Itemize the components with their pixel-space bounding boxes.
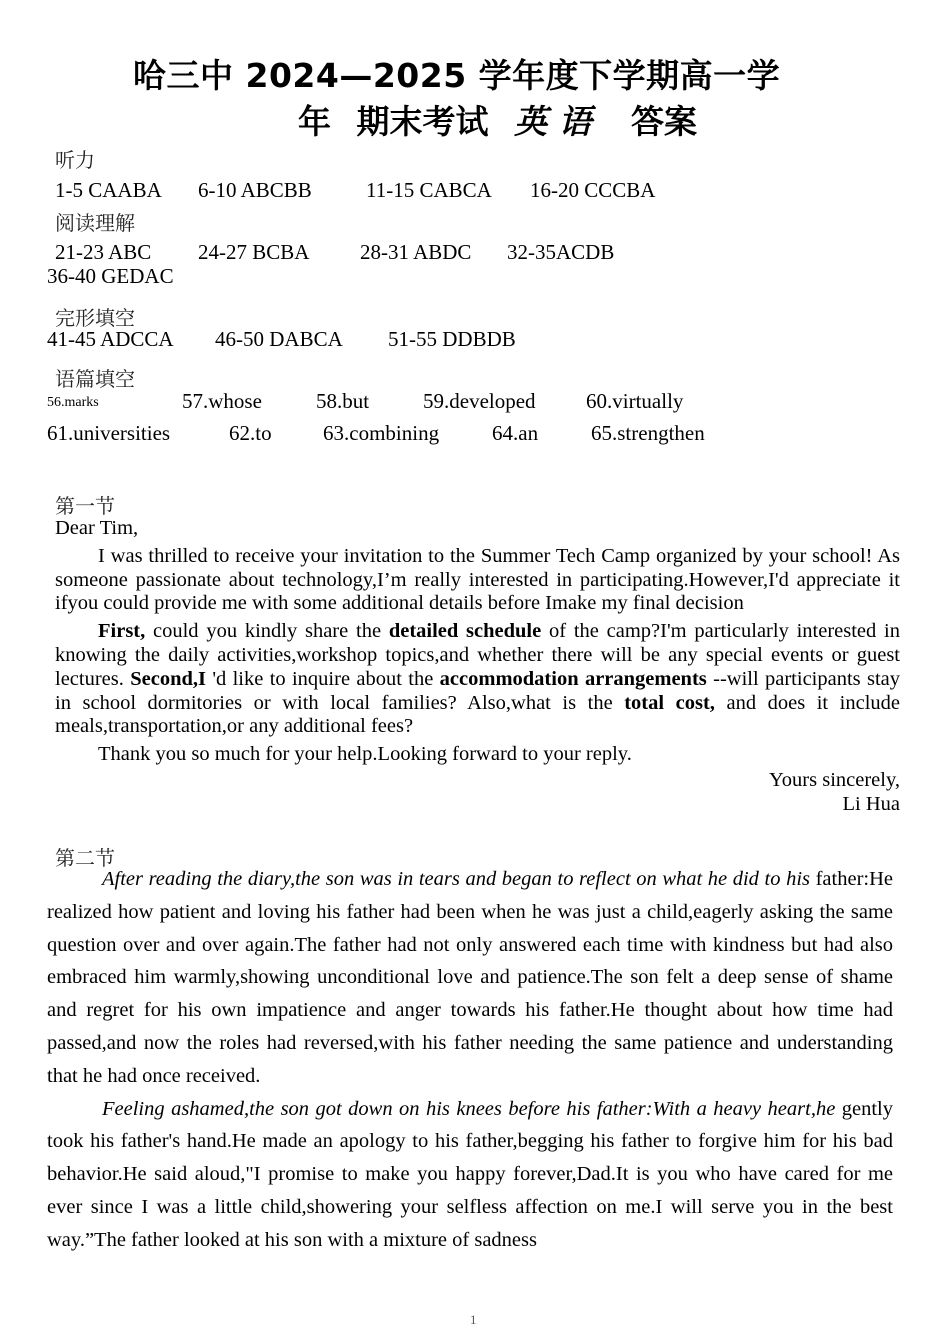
section1-heading: 第一节 — [55, 494, 115, 518]
answer-item: 58.but — [316, 389, 370, 413]
answer-item: 63.combining — [323, 421, 440, 445]
answer-item: 57.whose — [182, 389, 262, 413]
title-word-exam: 期末考试 — [356, 102, 489, 141]
story-paragraph-2: Feeling ashamed,the son got down on his knees before his father:With a heavy heart,he gently took his father's hand.He made an apology to his father,begging his father to forgive him for his bad behavior.He said aloud,"I promise to make you happy forever,Dad.It is you who have cared for me ever since I was a little child,showering your selfless affection on me.I will serve you in the best way.”The father looked at his son with a mixture of sadness — [47, 1097, 893, 1251]
title-word-answers: 答案 — [631, 102, 697, 141]
answer-group: 28-31 ABDC — [360, 240, 472, 264]
answer-group: 24-27 BCBA — [198, 240, 310, 264]
answer-group: 41-45 ADCCA — [47, 327, 174, 351]
grammar-heading: 语篇填空 — [55, 367, 135, 391]
keyword-second: Second,I — [130, 667, 206, 690]
section2-heading: 第二节 — [55, 846, 115, 870]
answer-item: 61.universities — [47, 421, 171, 445]
answer-group: 16-20 CCCBA — [530, 178, 656, 202]
answer-group: 32-35ACDB — [507, 240, 615, 264]
cloze-heading: 完形填空 — [55, 306, 135, 330]
keyword-schedule: detailed schedule — [388, 620, 542, 643]
answer-item: 60.virtually — [586, 389, 684, 413]
letter-paragraph-3: Thank you so much for your help.Looking forward to your reply. — [98, 743, 632, 766]
letter-paragraph-1: I was thrilled to receive your invitation to the Summer Tech Camp organized by your school! As someone passionate about technology,I’m really interested in participating.However,I'd appreciate it ifyou could provide me with some additional details before Imake my final decision — [55, 544, 900, 615]
sample-letter — [55, 517, 900, 817]
answer-group: 51-55 DDBDB — [388, 327, 516, 351]
answer-item: 56.marks — [47, 395, 99, 410]
story-lead-sentence: After reading the diary,the son was in tears and began to reflect on what he did to his — [102, 868, 810, 890]
letter-signature: Li Hua — [842, 792, 900, 815]
listening-heading: 听力 — [55, 148, 95, 172]
story-continuation — [47, 863, 893, 1257]
story-paragraph-1: After reading the diary,the son was in tears and began to reflect on what he did to his father:He realized how patient and loving his father had been when he was just a child,eagerly asking the same question over and over again.The father had not only answered each time with kindness but had also embraced him warmly,showing unconditional love and patience.The son felt a deep sense of shame and regret for his own impatience and anger towards his father.He thought about how time had passed,and now the roles had reversed,with his father needing the same patience and understanding that he had once received. — [47, 868, 893, 1087]
letter-salutation: Dear Tim, — [55, 517, 139, 539]
page-title-line2 — [298, 96, 697, 143]
answer-item: 64.an — [492, 421, 539, 445]
keyword-first: First, — [98, 620, 146, 643]
story-lead-sentence: Feeling ashamed,the son got down on his knees before his father:With a heavy heart,he — [102, 1097, 836, 1120]
title-word-english: 英 语 — [514, 102, 592, 141]
keyword-cost: total cost, — [624, 691, 715, 714]
keyword-accommodation: accommodation arrangements — [439, 667, 707, 690]
title-word-year: 年 — [298, 102, 331, 141]
answer-group: 6-10 ABCBB — [198, 178, 312, 202]
answer-item: 65.strengthen — [591, 421, 705, 445]
letter-closing: Yours sincerely, — [769, 768, 900, 791]
reading-answers-2: 36-40 GEDAC — [47, 264, 174, 288]
answer-item: 59.developed — [423, 389, 536, 413]
letter-paragraph-2: First, could you kindly share the detailed schedule of the camp?I'm particularly interested in knowing the daily activities,workshop topics,and whether there will be any special events or guest lectures. Second,I 'd like to inquire about the accommodation arrangements --will participants stay in school dormitories or with local families? Also,what is the total cost, and does it include meals,transportation,or any additional fees? — [55, 620, 901, 738]
page-number: 1 — [470, 1312, 477, 1327]
answer-group: 21-23 ABC — [55, 240, 152, 264]
answer-item: 62.to — [229, 421, 272, 445]
answer-group: 11-15 CABCA — [366, 178, 492, 202]
reading-heading: 阅读理解 — [55, 211, 135, 235]
page-title-line1: 哈三中 2024—2025 学年度下学期高一学 — [133, 56, 781, 95]
answer-group: 46-50 DABCA — [215, 327, 343, 351]
answer-group: 1-5 CAABA — [55, 178, 162, 202]
